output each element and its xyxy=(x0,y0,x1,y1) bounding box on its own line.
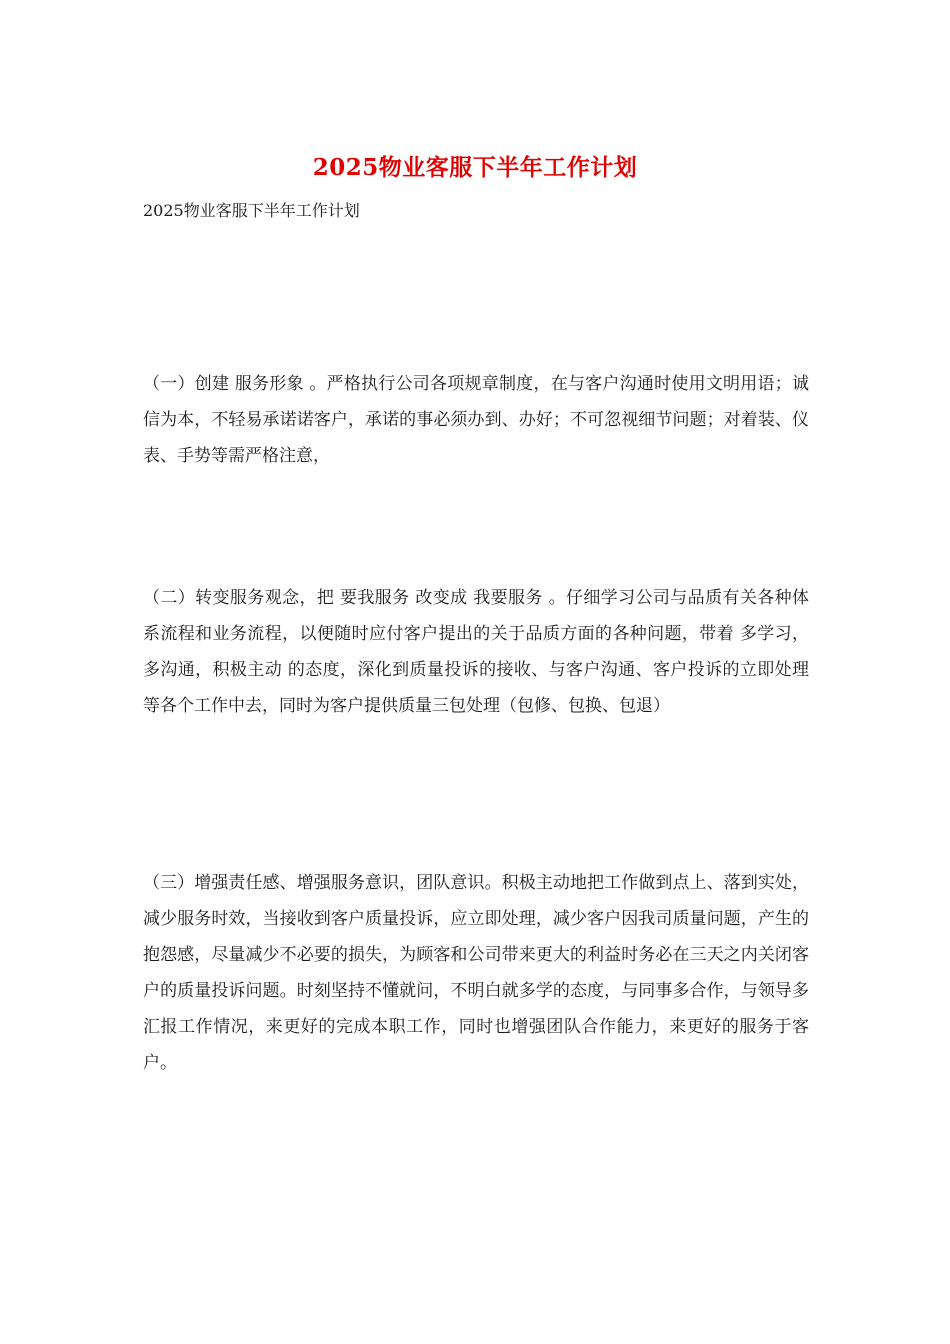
document-subtitle: 2025物业客服下半年工作计划 xyxy=(143,201,360,220)
paragraph-1: （一）创建 服务形象 。严格执行公司各项规章制度，在与客户沟通时使用文明用语；诚信为本，不轻易承诺诺客户，承诺的事必须办到、办好；不可忽视细节问题；对着装、仪表、手势等需严格注意， xyxy=(143,374,809,466)
paragraph-3: （三）增强责任感、增强服务意识，团队意识。积极主动地把工作做到点上、落到实处，减少服务时效，当接收到客户质量投诉，应立即处理，减少客户因我司质量问题，产生的抱怨感，尽量减少不必要的损失，为顾客和公司带来更大的利益时务必在三天之内关闭客户的质量投诉问题。时刻坚持不懂就问，不明白就多学的态度，与同事多合作，与领导多汇报工作情况，来更好的完成本职工作，同时也增强团队合作能力，来更好的服务于客户。 xyxy=(143,873,809,1073)
paragraph-2: （二）转变服务观念，把 要我服务 改变成 我要服务 。仔细学习公司与品质有关各种体系流程和业务流程，以便随时应付客户提出的关于品质方面的各种问题，带着 多学习，多沟通，积极主动 的态度，深化到质量投诉的接收、与客户沟通、客户投诉的立即处理等各个工作中去，同时为客户提供质量三包处理（包修、包换、包退） xyxy=(143,588,809,716)
document-title: 2025物业客服下半年工作计划 xyxy=(312,154,638,181)
